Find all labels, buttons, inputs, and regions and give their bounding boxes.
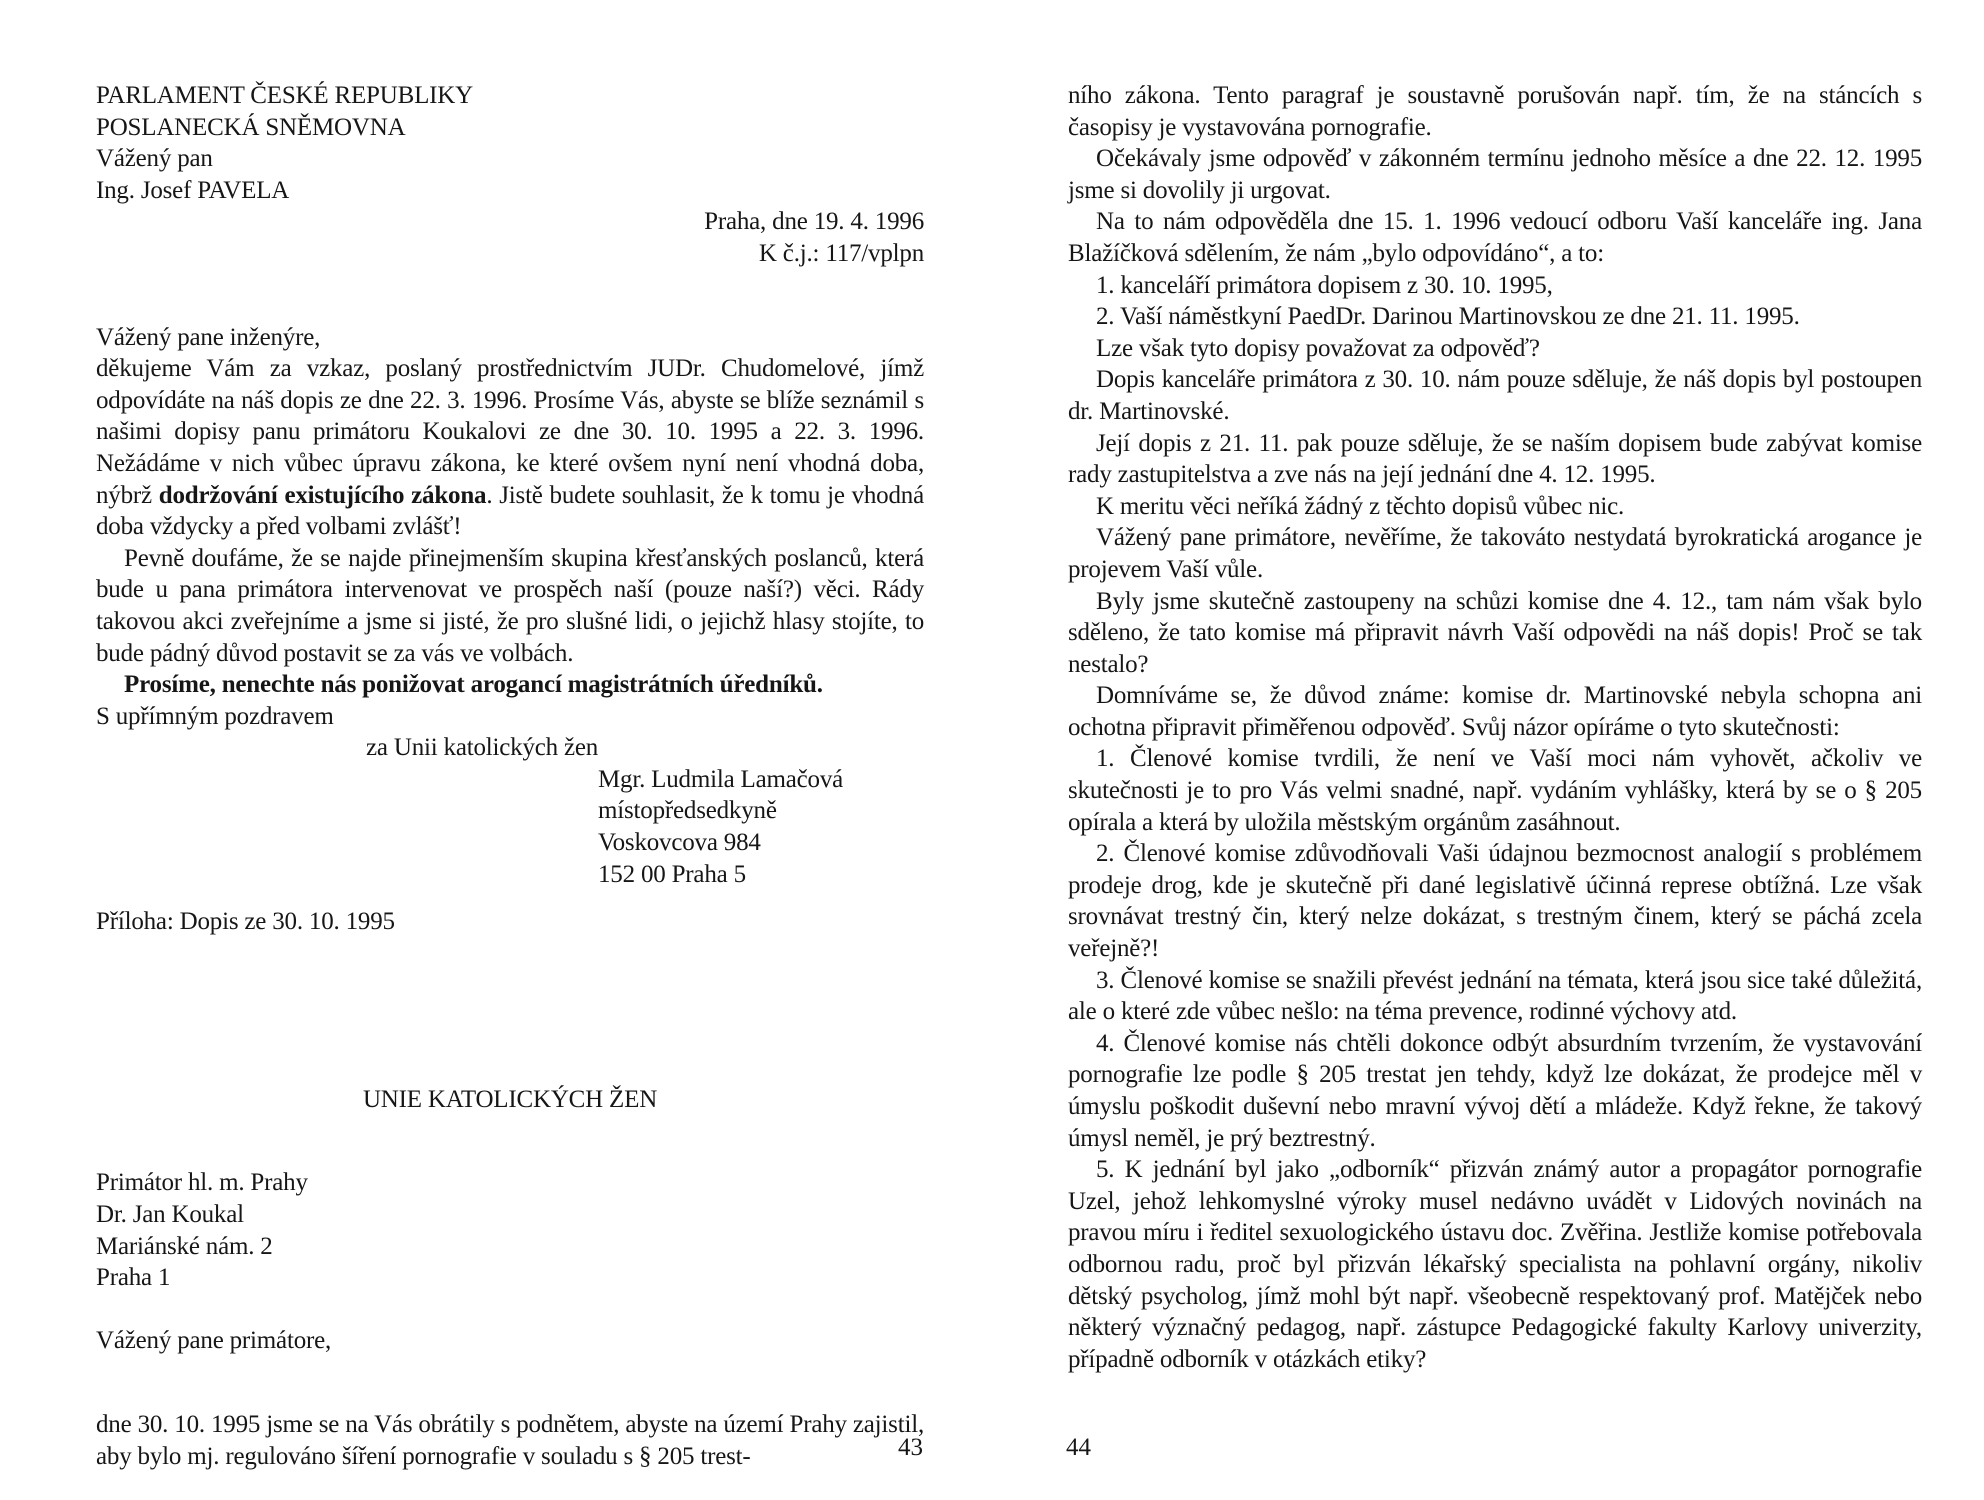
list-item: 1. Členové komise tvrdili, že není ve Vaší moci nám vyhovět, ačkoliv ve skutečnosti je to pro Vás velmi snadné, např. vydáním vyhlášky, která by se o § 205 opírala a která by uložila městským orgánům zasáhnout. [1068, 745, 1922, 836]
paragraph: Byly jsme skutečně zastoupeny na schůzi komise dne 4. 12., tam nám však bylo sděleno, že tato komise má připravit návrh Vaší odpovědi na náš dopis! Proč se tak nestalo? [1068, 587, 1922, 678]
letter1-paragraph-3: Prosíme, nenechte nás ponižovat arogancí magistrátních úředníků. [124, 671, 823, 699]
paragraph: Její dopis z 21. 11. pak pouze sděluje, že se naším dopisem bude zabývat komise rady zastupitelstva a zve nás na její jednání dne 4. 12. 1995. [1068, 429, 1922, 489]
paragraph: ního zákona. Tento paragraf je soustavně porušován např. tím, že na stáncích s časopisy je vystavována pornografie. [1068, 82, 1922, 141]
paragraph: Dopis kanceláře primátora z 30. 10. nám pouze sděluje, že náš dopis byl postoupen dr. Martinovské. [1068, 366, 1922, 425]
addressee-line: PARLAMENT ČESKÉ REPUBLIKY [96, 82, 473, 109]
list-item: 5. K jednání byl jako „odborník“ přizván známý autor a propagátor pornografie Uzel, jehož lehkomyslné výroky musel nedávno uvádět v Lidových novinách na pravou míru i ředitel sexuologického ústavu doc. Zvěřina. Jestliže komise potřebovala odbornou radu, proč byl přizván lékařský specialista na pohlavní orgány, nikoliv dětský psycholog, jímž mohl být např. všeobecně respektovaný prof. Matějček nebo některý význačný pedagog, např. zástupce Pedagogické fakulty Karlovy univerzity, případně odborník v otázkách etiky? [1068, 1156, 1922, 1373]
bold-emphasis: dodržování existujícího zákona [158, 481, 487, 509]
paragraph: Na to nám odpověděla dne 15. 1. 1996 vedoucí odboru Vaší kanceláře ing. Jana Blažíčková sdělením, že nám „bylo odpovídáno“, a to: [1068, 208, 1922, 267]
addressee-line: Primátor hl. m. Prahy [96, 1169, 308, 1197]
signature-block [96, 764, 924, 890]
letter2-heading: UNIE KATOLICKÝCH ŽEN [362, 1085, 658, 1113]
left-page-text [96, 80, 924, 1472]
letter2-salutation: Vážený pane primátore, [96, 1327, 332, 1355]
letter1-closing: S upřímným pozdravem [96, 702, 334, 730]
signature-line: Mgr. Ludmila Lamačová [598, 765, 844, 793]
letter1-paragraph-1: děkujeme Vám za vzkaz, poslaný prostřednictvím JUDr. Chudomelové, jímž odpovídáte na náš dopis ze dne 22. 3. 1996. Prosíme Vás, abyste se blíže seznámil s našimi dopisy panu primátoru Koukalovi ze dne 30. 10. 1995 a 22. 3. 1996. Nežádáme v nich vůbec úpravu zákona, ke které ovšem nyní není vhodná doba, nýbrž dodržování existujícího zákona. Jistě budete souhlasit, že k tomu je vhodná doba vždycky a před volbami zvlášť! [96, 355, 924, 541]
signature-line: Voskovcova 984 [598, 829, 761, 857]
list-item: 2. Členové komise zdůvodňovali Vaši údajnou bezmocnost analogií s problémem prodeje drog, kde je skutečně při dané legislativě účinná represe obtížná. Lze však srovnávat trestný čin, který nelze dokázat, s trestným činem, který se páchá zcela veřejně?! [1068, 840, 1922, 963]
paragraph: Domníváme se, že důvod známe: komise dr. Martinovské nebyla schopna ani ochotna připravit přiměřenou odpověď. Svůj názor opíráme o tyto skutečnosti: [1068, 682, 1922, 741]
attachment-note: Příloha: Dopis ze 30. 10. 1995 [96, 908, 395, 936]
letter-date: Praha, dne 19. 4. 1996 [704, 208, 924, 236]
addressee-line: Praha 1 [96, 1264, 171, 1292]
addressee-line: Vážený pan [96, 145, 213, 173]
list-item: 2. Vaší náměstkyní PaedDr. Darinou Martinovskou ze dne 21. 11. 1995. [1096, 303, 1800, 331]
paragraph: Vážený pane primátore, nevěříme, že takováto nestydatá byrokratická arogance je projevem Vaší vůle. [1068, 524, 1922, 583]
paragraph: Očekávaly jsme odpověď v zákonném termínu jednoho měsíce a dne 22. 12. 1995 jsme si dovolily ji urgovat. [1068, 145, 1922, 204]
page-number-left: 43 [898, 1434, 923, 1461]
list-item: 4. Členové komise nás chtěli dokonce odbýt absurdním tvrzením, že vystavování pornografie lze podle § 205 trestat jen tehdy, když lze dokázat, že prodejce měl v úmyslu poškodit duševní nebo mravní vývoj dětí a mládeže. Když řekne, že takový úmysl neměl, je prý beztrestný. [1068, 1029, 1922, 1152]
signature-line: 152 00 Praha 5 [598, 860, 746, 888]
letter2-addressee [96, 1167, 924, 1293]
list-item: 1. kanceláří primátora dopisem z 30. 10. 1995, [1096, 271, 1553, 299]
addressee-line: Mariánské nám. 2 [96, 1232, 273, 1260]
letter1-paragraph-2: Pevně doufáme, že se najde přinejmenším skupina křesťanských poslanců, která bude u pana primátora intervenovat ve prospěch naší (pouze naší?) věci. Rády takovou akci zveřejníme a jsme si jisté, že pro slušné lidi, o jejichž hlasy stojíte, to bude pádný důvod postavit se za vás ve volbách. [96, 544, 924, 667]
list-item: 3. Členové komise se snažili převést jednání na témata, která jsou sice také důležitá, ale o které zde vůbec nešlo: na téma prevence, rodinné výchovy atd. [1068, 966, 1922, 1026]
addressee-line: POSLANECKÁ SNĚMOVNA [96, 113, 406, 141]
letter1-salutation: Vážený pane inženýre, [96, 323, 321, 351]
page-right [992, 0, 1984, 1500]
paragraph: K meritu věci neříká žádný z těchto dopisů vůbec nic. [1096, 492, 1625, 520]
letter2-paragraph-1: dne 30. 10. 1995 jsme se na Vás obrátily s podnětem, abyste na území Prahy zajistil, aby bylo mj. regulováno šíření pornografie v souladu s § 205 trest- [96, 1411, 924, 1470]
paragraph: Lze však tyto dopisy považovat za odpověď? [1096, 334, 1540, 362]
addressee-line: Ing. Josef PAVELA [96, 176, 290, 204]
signature-organization: za Unii katolických žen [366, 734, 599, 762]
right-page-text [1068, 80, 1922, 1375]
page-number-right: 44 [1066, 1434, 1091, 1461]
addressee-line: Dr. Jan Koukal [96, 1201, 244, 1229]
letter1-addressee [96, 80, 924, 206]
signature-line: místopředsedkyně [598, 797, 777, 825]
letter-reference: K č.j.: 117/vplpn [758, 239, 924, 267]
